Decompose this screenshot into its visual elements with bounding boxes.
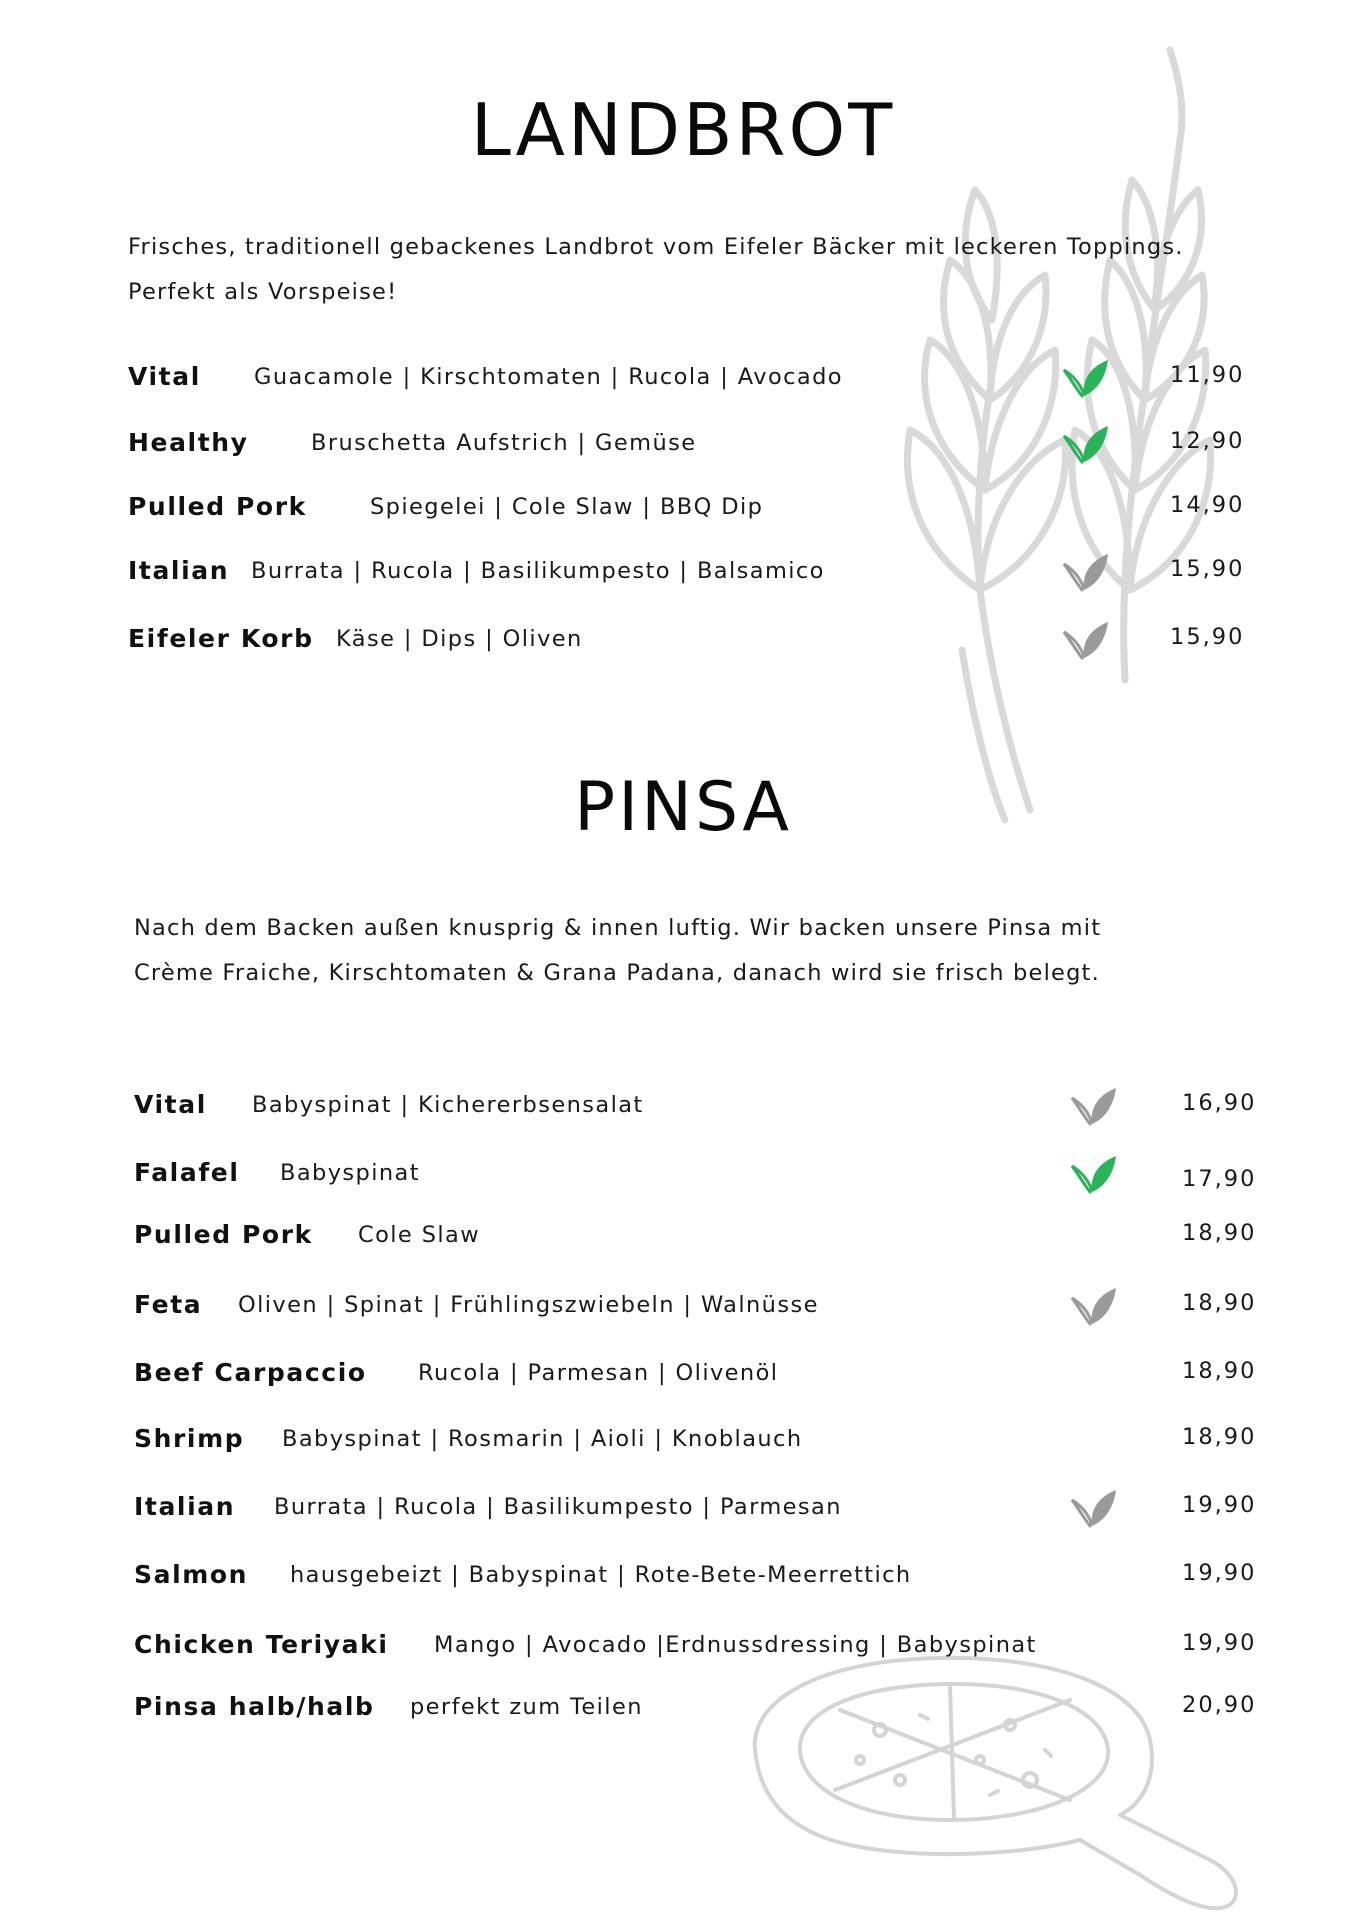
menu-item-description: Babyspinat | Rosmarin | Aioli | Knoblauch xyxy=(282,1426,803,1452)
menu-item-description: Guacamole | Kirschtomaten | Rucola | Avocado xyxy=(254,364,843,390)
menu-item-name: Beef Carpaccio xyxy=(134,1358,367,1387)
menu-item-row xyxy=(134,1090,1306,1134)
menu-item-description: Bruschetta Aufstrich | Gemüse xyxy=(311,430,697,456)
menu-item-row xyxy=(128,362,1306,406)
menu-item-row xyxy=(128,556,1306,600)
menu-item-price: 15,90 xyxy=(1170,624,1245,650)
intro-line: Crème Fraiche, Kirschtomaten & Grana Padana, danach wird sie frisch belegt. xyxy=(134,960,1100,986)
menu-item-name: Pulled Pork xyxy=(134,1220,313,1249)
menu-item-description: Oliven | Spinat | Frühlingszwiebeln | Walnüsse xyxy=(238,1292,819,1318)
menu-item-price: 18,90 xyxy=(1182,1358,1257,1384)
vegetarian-leaf-icon xyxy=(1070,1486,1118,1528)
menu-item-row xyxy=(134,1290,1306,1334)
menu-item-description: Spiegelei | Cole Slaw | BBQ Dip xyxy=(370,494,764,520)
menu-item-description: Käse | Dips | Oliven xyxy=(336,626,583,652)
menu-item-name: Pulled Pork xyxy=(128,492,307,521)
menu-item-price: 18,90 xyxy=(1182,1220,1257,1246)
menu-item-price: 16,90 xyxy=(1182,1090,1257,1116)
menu-item-row xyxy=(134,1560,1306,1604)
menu-item-description: Cole Slaw xyxy=(358,1222,481,1248)
menu-item-price: 18,90 xyxy=(1182,1290,1257,1316)
menu-item-row xyxy=(134,1358,1306,1402)
menu-item-name: Salmon xyxy=(134,1560,249,1589)
menu-item-name: Italian xyxy=(128,556,230,585)
vegan-leaf-icon xyxy=(1062,356,1110,398)
menu-item-price: 15,90 xyxy=(1170,556,1245,582)
menu-item-description: Mango | Avocado |Erdnussdressing | Babyspinat xyxy=(434,1632,1037,1658)
section-title-landbrot: LANDBROT xyxy=(470,88,896,172)
menu-item-name: Vital xyxy=(128,362,201,391)
menu-item-description: Rucola | Parmesan | Olivenöl xyxy=(418,1360,779,1386)
menu-item-name: Healthy xyxy=(128,428,249,457)
menu-item-description: Babyspinat | Kichererbsensalat xyxy=(252,1092,644,1118)
menu-item-description: Burrata | Rucola | Basilikumpesto | Balsamico xyxy=(251,558,825,584)
menu-item-row xyxy=(134,1220,1306,1264)
menu-item-price: 19,90 xyxy=(1182,1492,1257,1518)
vegan-leaf-icon xyxy=(1062,422,1110,464)
menu-item-name: Falafel xyxy=(134,1158,240,1187)
menu-item-name: Pinsa halb/halb xyxy=(134,1692,375,1721)
vegan-leaf-icon xyxy=(1070,1152,1118,1194)
menu-item-row xyxy=(134,1158,1306,1202)
menu-item-row xyxy=(134,1692,1306,1736)
menu-item-name: Chicken Teriyaki xyxy=(134,1630,389,1659)
menu-item-name: Italian xyxy=(134,1492,236,1521)
vegetarian-leaf-icon xyxy=(1062,550,1110,592)
vegetarian-leaf-icon xyxy=(1062,618,1110,660)
pinsa-board-illustration xyxy=(740,1640,1260,1920)
menu-item-name: Feta xyxy=(134,1290,203,1319)
menu-item-name: Vital xyxy=(134,1090,207,1119)
menu-item-name: Shrimp xyxy=(134,1424,245,1453)
menu-item-description: Babyspinat xyxy=(280,1160,420,1186)
intro-line: Nach dem Backen außen knusprig & innen luftig. Wir backen unsere Pinsa mit xyxy=(134,915,1102,941)
menu-item-description: Burrata | Rucola | Basilikumpesto | Parmesan xyxy=(274,1494,842,1520)
menu-item-price: 11,90 xyxy=(1170,362,1245,388)
menu-item-price: 20,90 xyxy=(1182,1692,1257,1718)
menu-item-description: hausgebeizt | Babyspinat | Rote-Bete-Meerrettich xyxy=(290,1562,912,1588)
menu-item-name: Eifeler Korb xyxy=(128,624,314,653)
vegetarian-leaf-icon xyxy=(1070,1084,1118,1126)
menu-item-description: perfekt zum Teilen xyxy=(410,1694,643,1720)
intro-line: Frisches, traditionell gebackenes Landbrot vom Eifeler Bäcker mit leckeren Toppings. xyxy=(128,234,1184,260)
section-title-pinsa: PINSA xyxy=(574,768,792,847)
menu-item-row xyxy=(134,1492,1306,1536)
menu-item-row xyxy=(134,1424,1306,1468)
menu-item-price: 18,90 xyxy=(1182,1424,1257,1450)
menu-item-row xyxy=(128,492,1306,536)
vegetarian-leaf-icon xyxy=(1070,1284,1118,1326)
menu-item-row xyxy=(134,1630,1306,1674)
section-intro-pinsa xyxy=(134,906,1334,996)
menu-item-row xyxy=(128,624,1306,668)
menu-item-price: 14,90 xyxy=(1170,492,1245,518)
menu-item-price: 17,90 xyxy=(1182,1166,1257,1192)
menu-item-price: 19,90 xyxy=(1182,1560,1257,1586)
section-intro-landbrot xyxy=(128,225,1328,315)
intro-line: Perfekt als Vorspeise! xyxy=(128,279,398,305)
menu-item-price: 19,90 xyxy=(1182,1630,1257,1656)
menu-item-price: 12,90 xyxy=(1170,428,1245,454)
menu-item-row xyxy=(128,428,1306,472)
